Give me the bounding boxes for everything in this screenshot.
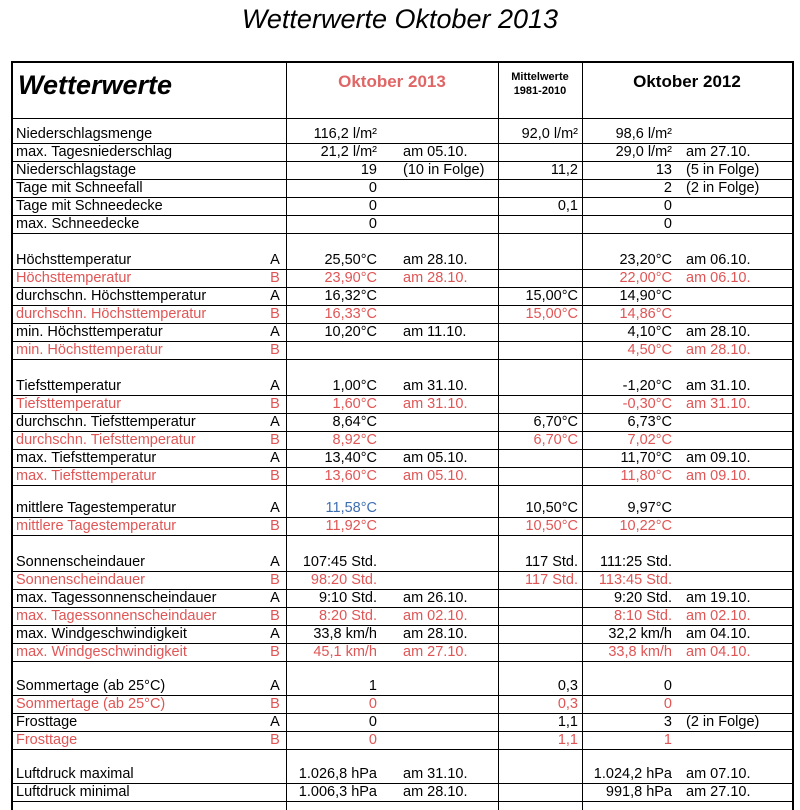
cell-d12: am 09.10. xyxy=(686,468,751,484)
cell-v13: 107:45 Std. xyxy=(302,554,377,570)
cell-label: mittlere Tagestemperatur xyxy=(16,500,177,516)
cell-v13: 11,58°C xyxy=(325,500,377,516)
cell-v12: 29,0 l/m² xyxy=(615,144,672,160)
cell-v12: 8:10 Std. xyxy=(613,608,672,624)
column-header-oktober-2012: Oktober 2012 xyxy=(633,72,741,91)
cell-ab: B xyxy=(270,518,280,534)
cell-label: Tage mit Schneefall xyxy=(16,180,143,196)
cell-mw: 10,50°C xyxy=(525,518,578,534)
table-row xyxy=(13,377,792,396)
cell-d13: am 28.10. xyxy=(403,252,468,268)
cell-v12: 111:25 Std. xyxy=(599,554,672,570)
cell-v13: 0 xyxy=(368,696,377,712)
table-row xyxy=(13,553,792,572)
cell-v12: 11,80°C xyxy=(620,468,672,484)
cell-v13: 33,8 km/h xyxy=(313,626,377,642)
cell-ab: B xyxy=(270,608,280,624)
cell-mw: 15,00°C xyxy=(525,306,578,322)
cell-mw: 0,3 xyxy=(557,696,578,712)
cell-v13: 16,32°C xyxy=(324,288,377,304)
cell-mw: 0,1 xyxy=(557,198,578,214)
cell-label: Luftdruck minimal xyxy=(16,784,130,800)
cell-v12: 3 xyxy=(663,714,672,730)
cell-mw: 6,70°C xyxy=(533,432,578,448)
cell-v13: 0 xyxy=(368,198,377,214)
cell-v13: 19 xyxy=(360,162,377,178)
cell-label: min. Höchsttemperatur xyxy=(16,324,163,340)
table-row xyxy=(13,125,792,144)
cell-v13: 8,64°C xyxy=(332,414,377,430)
cell-v12: 0 xyxy=(663,216,672,232)
cell-v13: 25,50°C xyxy=(324,252,377,268)
cell-d12: (5 in Folge) xyxy=(686,162,760,178)
column-header-mittelwerte xyxy=(498,70,582,98)
cell-v13: 45,1 km/h xyxy=(313,644,377,660)
table-row xyxy=(13,467,792,486)
cell-d13: am 05.10. xyxy=(403,144,468,160)
cell-v12: 9,97°C xyxy=(627,500,672,516)
cell-d13: am 28.10. xyxy=(403,784,468,800)
cell-v12: 22,00°C xyxy=(619,270,672,286)
cell-ab: A xyxy=(270,450,280,466)
cell-ab: B xyxy=(270,644,280,660)
cell-label: Sonnenscheindauer xyxy=(16,572,145,588)
cell-label: max. Schneedecke xyxy=(16,216,140,232)
cell-mw: 92,0 l/m² xyxy=(521,126,578,142)
cell-v13: 1.006,3 hPa xyxy=(298,784,377,800)
cell-label: Tiefsttemperatur xyxy=(16,378,122,394)
cell-ab: A xyxy=(270,714,280,730)
cell-v12: 32,2 km/h xyxy=(608,626,672,642)
cell-v12: 4,50°C xyxy=(627,342,672,358)
cell-mw: 10,50°C xyxy=(525,500,578,516)
cell-v12: 991,8 hPa xyxy=(605,784,672,800)
cell-label: Sommertage (ab 25°C) xyxy=(16,696,166,712)
cell-v13: 1 xyxy=(368,678,377,694)
table-row xyxy=(13,251,792,270)
column-header-mittelwerte-line2: 1981-2010 xyxy=(513,85,567,97)
table-row xyxy=(13,517,792,536)
cell-label: Tiefsttemperatur xyxy=(16,396,122,412)
cell-mw: 117 Std. xyxy=(525,554,578,570)
cell-d13: (10 in Folge) xyxy=(403,162,485,178)
cell-ab: A xyxy=(270,378,280,394)
cell-mw: 1,1 xyxy=(557,714,578,730)
cell-v13: 23,90°C xyxy=(324,270,377,286)
cell-ab: B xyxy=(270,306,280,322)
table-row xyxy=(13,713,792,732)
cell-v12: 113:45 Std. xyxy=(598,572,672,588)
table-row xyxy=(13,499,792,518)
cell-ab: A xyxy=(270,626,280,642)
cell-v12: 6,73°C xyxy=(627,414,672,430)
cell-v13: 13,60°C xyxy=(324,468,377,484)
table-row xyxy=(13,625,792,644)
cell-ab: A xyxy=(270,678,280,694)
cell-v13: 0 xyxy=(368,180,377,196)
cell-v12: -1,20°C xyxy=(622,378,672,394)
cell-d13: am 31.10. xyxy=(403,378,468,394)
cell-mw: 0,3 xyxy=(557,678,578,694)
table-row xyxy=(13,695,792,714)
cell-v13: 1.026,8 hPa xyxy=(298,766,377,782)
cell-d13: am 05.10. xyxy=(403,468,468,484)
cell-v12: 23,20°C xyxy=(619,252,672,268)
cell-label: Luftdruck maximal xyxy=(16,766,134,782)
page-title: Wetterwerte Oktober 2013 xyxy=(241,4,559,34)
cell-d13: am 02.10. xyxy=(403,608,468,624)
cell-d13: am 28.10. xyxy=(403,270,468,286)
cell-mw: 11,2 xyxy=(550,162,578,178)
cell-ab: A xyxy=(270,324,280,340)
cell-v12: 10,22°C xyxy=(619,518,672,534)
cell-d12: am 06.10. xyxy=(686,270,751,286)
cell-v12: 7,02°C xyxy=(627,432,672,448)
table-row xyxy=(13,197,792,216)
cell-ab: A xyxy=(270,500,280,516)
cell-v12: 14,90°C xyxy=(619,288,672,304)
cell-label: Sonnenscheindauer xyxy=(16,554,145,570)
cell-v12: 33,8 km/h xyxy=(608,644,672,660)
cell-d12: am 06.10. xyxy=(686,252,751,268)
table-row xyxy=(13,571,792,590)
cell-d12: am 02.10. xyxy=(686,608,751,624)
cell-label: durchschn. Tiefsttemperatur xyxy=(16,414,196,430)
cell-label: durchschn. Höchsttemperatur xyxy=(16,306,207,322)
table-heading: Wetterwerte xyxy=(18,70,173,100)
cell-d12: am 19.10. xyxy=(686,590,751,606)
cell-v12: 0 xyxy=(663,678,672,694)
cell-v13: 0 xyxy=(368,732,377,748)
table-row xyxy=(13,287,792,306)
cell-d13: am 27.10. xyxy=(403,644,468,660)
cell-label: Sommertage (ab 25°C) xyxy=(16,678,166,694)
cell-label: min. Höchsttemperatur xyxy=(16,342,163,358)
table-row xyxy=(13,395,792,414)
cell-d12: am 31.10. xyxy=(686,378,751,394)
cell-v12: 2 xyxy=(663,180,672,196)
cell-mw: 15,00°C xyxy=(525,288,578,304)
table-row xyxy=(13,323,792,342)
cell-label: durchschn. Höchsttemperatur xyxy=(16,288,207,304)
cell-v12: -0,30°C xyxy=(622,396,672,412)
cell-v13: 0 xyxy=(368,216,377,232)
table-row xyxy=(13,305,792,324)
cell-mw: 6,70°C xyxy=(533,414,578,430)
cell-d12: am 28.10. xyxy=(686,324,751,340)
table-row xyxy=(13,269,792,288)
cell-ab: A xyxy=(270,414,280,430)
cell-label: Frosttage xyxy=(16,732,78,748)
table-row xyxy=(13,607,792,626)
cell-v13: 0 xyxy=(368,714,377,730)
cell-mw: 117 Std. xyxy=(525,572,578,588)
cell-d12: am 31.10. xyxy=(686,396,751,412)
column-header-oktober-2013: Oktober 2013 xyxy=(338,72,446,91)
cell-label: Höchsttemperatur xyxy=(16,270,132,286)
cell-v12: 11,70°C xyxy=(620,450,672,466)
cell-label: max. Tagessonnenscheindauer xyxy=(16,608,217,624)
cell-ab: A xyxy=(270,590,280,606)
cell-d13: am 05.10. xyxy=(403,450,468,466)
cell-d12: am 04.10. xyxy=(686,626,751,642)
cell-ab: B xyxy=(270,270,280,286)
cell-d13: am 28.10. xyxy=(403,626,468,642)
table-row xyxy=(13,341,792,360)
cell-v12: 13 xyxy=(655,162,672,178)
column-header-mittelwerte-line1: Mittelwerte xyxy=(511,71,569,83)
cell-label: Niederschlagstage xyxy=(16,162,137,178)
cell-v13: 98:20 Std. xyxy=(310,572,377,588)
cell-ab: B xyxy=(270,342,280,358)
cell-v13: 16,33°C xyxy=(324,306,377,322)
cell-ab: B xyxy=(270,468,280,484)
cell-d13: am 31.10. xyxy=(403,396,468,412)
cell-ab: A xyxy=(270,288,280,304)
cell-label: max. Tiefsttemperatur xyxy=(16,468,157,484)
table-row xyxy=(13,179,792,198)
cell-v12: 9:20 Std. xyxy=(613,590,672,606)
cell-d12: (2 in Folge) xyxy=(686,714,760,730)
table-row xyxy=(13,677,792,696)
cell-v12: 0 xyxy=(663,696,672,712)
cell-d12: am 27.10. xyxy=(686,144,751,160)
cell-v12: 98,6 l/m² xyxy=(615,126,672,142)
cell-label: Höchsttemperatur xyxy=(16,252,132,268)
cell-label: durchschn. Tiefsttemperatur xyxy=(16,432,196,448)
cell-d13: am 31.10. xyxy=(403,766,468,782)
cell-v12: 0 xyxy=(663,198,672,214)
cell-v13: 21,2 l/m² xyxy=(320,144,377,160)
cell-ab: A xyxy=(270,252,280,268)
cell-d12: am 28.10. xyxy=(686,342,751,358)
cell-label: max. Windgeschwindigkeit xyxy=(16,644,187,660)
cell-label: Niederschlagsmenge xyxy=(16,126,153,142)
table-row xyxy=(13,413,792,432)
table-row xyxy=(13,589,792,608)
cell-v12: 4,10°C xyxy=(627,324,672,340)
cell-d12: (2 in Folge) xyxy=(686,180,760,196)
table-row xyxy=(13,731,792,750)
table-row xyxy=(13,215,792,234)
cell-ab: B xyxy=(270,732,280,748)
table-row xyxy=(13,161,792,180)
cell-v13: 1,60°C xyxy=(332,396,377,412)
cell-label: max. Tagessonnenscheindauer xyxy=(16,590,217,606)
cell-ab: B xyxy=(270,432,280,448)
table-row xyxy=(13,765,792,784)
table-row xyxy=(13,643,792,662)
table-row xyxy=(13,449,792,468)
table-row xyxy=(13,431,792,450)
cell-v13: 8,92°C xyxy=(332,432,377,448)
cell-v13: 8:20 Std. xyxy=(318,608,377,624)
cell-v13: 9:10 Std. xyxy=(318,590,377,606)
table-row xyxy=(13,783,792,802)
cell-label: max. Windgeschwindigkeit xyxy=(16,626,187,642)
cell-d12: am 07.10. xyxy=(686,766,751,782)
cell-v13: 11,92°C xyxy=(325,518,377,534)
cell-label: Frosttage xyxy=(16,714,78,730)
cell-d13: am 11.10. xyxy=(403,324,467,340)
cell-v13: 13,40°C xyxy=(324,450,377,466)
cell-mw: 1,1 xyxy=(557,732,578,748)
cell-d12: am 04.10. xyxy=(686,644,751,660)
cell-label: Tage mit Schneedecke xyxy=(16,198,163,214)
cell-d12: am 09.10. xyxy=(686,450,751,466)
cell-v13: 116,2 l/m² xyxy=(313,126,377,142)
cell-ab: B xyxy=(270,572,280,588)
cell-label: mittlere Tagestemperatur xyxy=(16,518,177,534)
cell-v12: 1.024,2 hPa xyxy=(593,766,672,782)
cell-ab: B xyxy=(270,696,280,712)
cell-v13: 10,20°C xyxy=(324,324,377,340)
table-row xyxy=(13,143,792,162)
header-separator xyxy=(13,118,792,119)
cell-v12: 1 xyxy=(663,732,672,748)
cell-d12: am 27.10. xyxy=(686,784,751,800)
cell-v13: 1,00°C xyxy=(332,378,377,394)
cell-ab: B xyxy=(270,396,280,412)
cell-d13: am 26.10. xyxy=(403,590,468,606)
cell-label: max. Tagesniederschlag xyxy=(16,144,173,160)
cell-ab: A xyxy=(270,554,280,570)
cell-v12: 14,86°C xyxy=(619,306,672,322)
cell-label: max. Tiefsttemperatur xyxy=(16,450,157,466)
